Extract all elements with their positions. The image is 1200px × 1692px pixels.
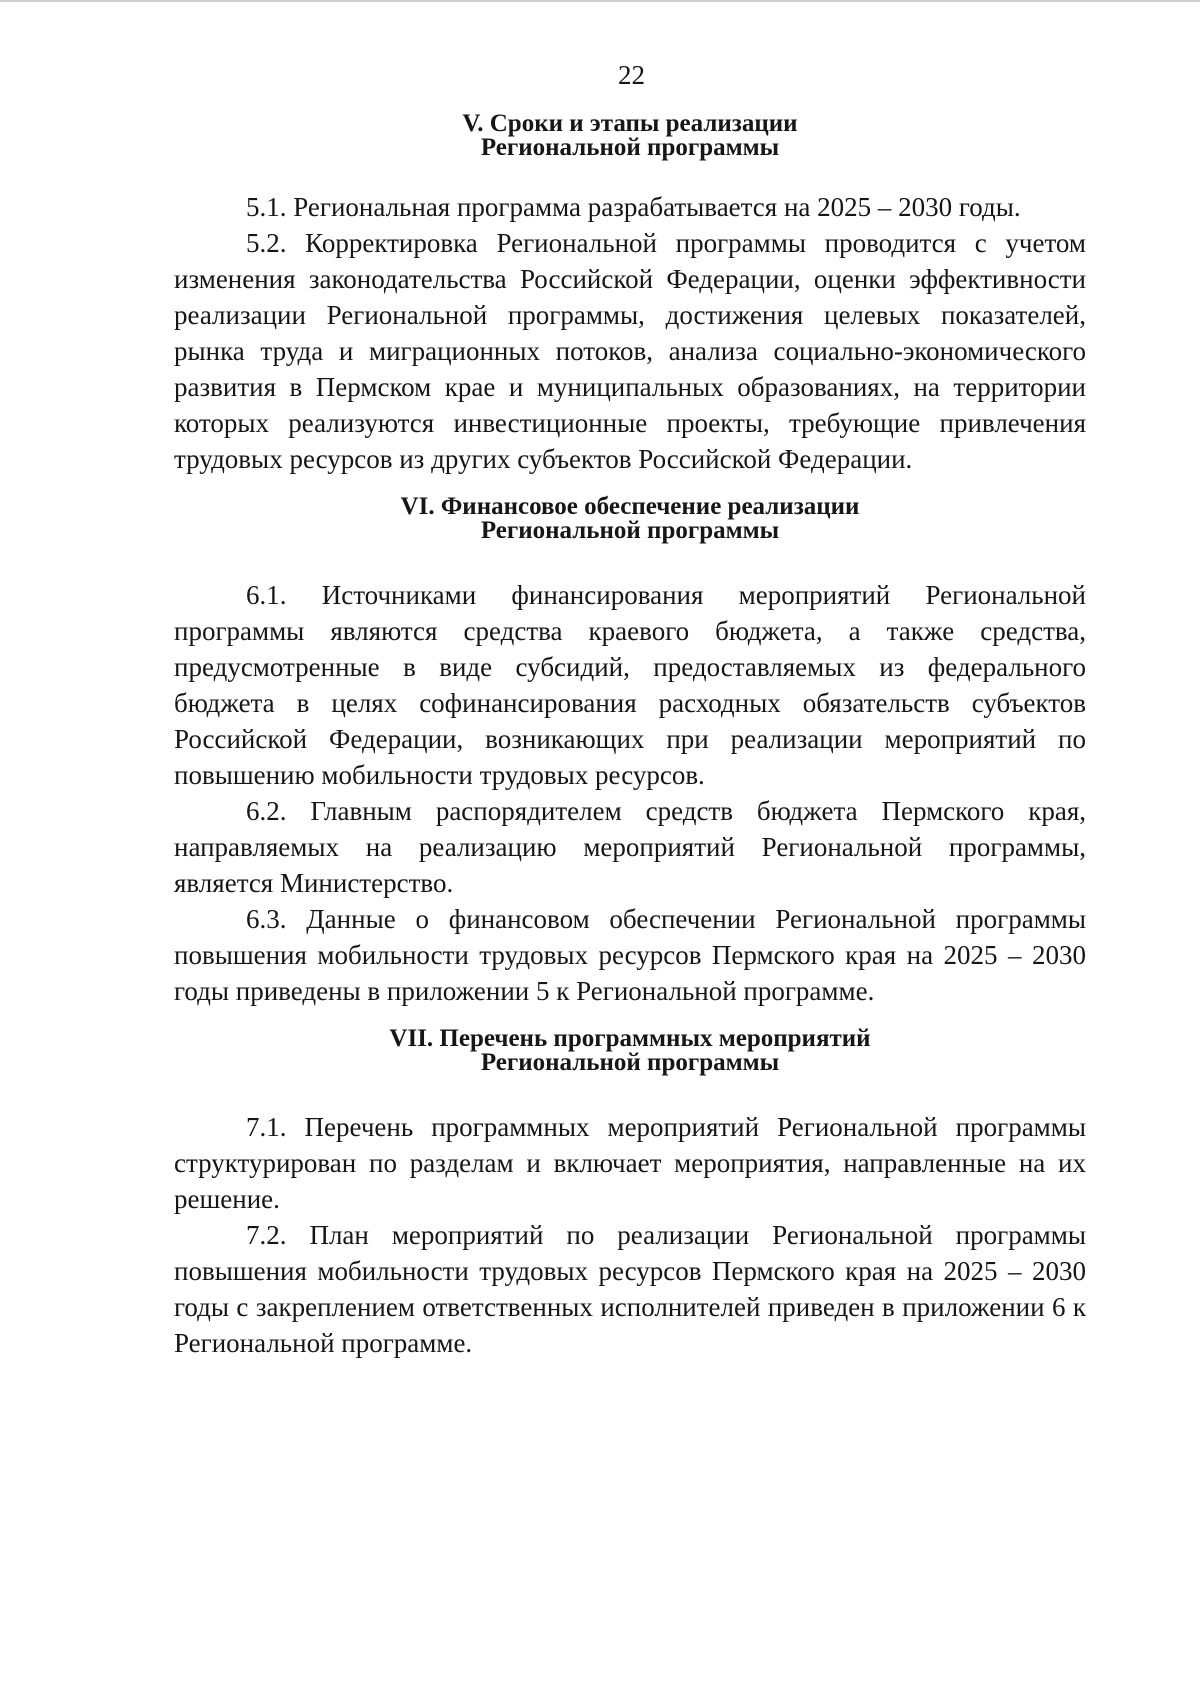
section-heading [174, 112, 1086, 160]
section-heading-line-2: Региональной программы [480, 1049, 780, 1076]
section-heading-line-1: V. Сроки и этапы реализации [462, 110, 798, 137]
paragraph-6-1: 6.1. Источниками финансирования мероприятий Региональной программы являются средства краевого бюджета, а также средства, предусмотренные в виде субсидий, предоставляемых из федерального бюджета в целях софинансирования расходных обязательств субъектов Российской Федерации, возникающих при реализации мероприятий по повышению мобильности трудовых ресурсов. [174, 580, 1086, 790]
section-heading-line-2: Региональной программы [480, 517, 780, 544]
scan-top-edge [0, 0, 1200, 2]
section-heading-line-2: Региональной программы [480, 134, 780, 161]
paragraph-6-2: 6.2. Главным распорядителем средств бюджета Пермского края, направляемых на реализацию мероприятий Региональной программы, является Министерство. [174, 796, 1086, 898]
paragraph-5-1: 5.1. Региональная программа разрабатывается на 2025 – 2030 годы. [246, 192, 1021, 222]
section-heading-line-1: VI. Финансовое обеспечение реализации [400, 493, 860, 520]
section-5-terms [174, 112, 1086, 477]
paragraph-7-2: 7.2. План мероприятий по реализации Региональной программы повышения мобильности трудовых ресурсов Пермского края на 2025 – 2030 годы с закреплением ответственных исполнителей приведен в приложении 6 к Региональной программе. [174, 1220, 1086, 1358]
section-heading [174, 495, 1086, 543]
paragraph-5-2: 5.2. Корректировка Региональной программы проводится с учетом изменения законодательства Российской Федерации, оценки эффективности реализации Региональной программы, достижения целевых показателей, рынка труда и миграционных потоков, анализа социально-экономического развития в Пермском крае и муниципальных образованиях, на территории которых реализуются инвестиционные проекты, требующие привлечения трудовых ресурсов из других субъектов Российской Федерации. [174, 228, 1086, 474]
section-7-activities [174, 1027, 1086, 1361]
section-heading-line-1: VII. Перечень программных мероприятий [389, 1025, 871, 1052]
document-body [174, 112, 1086, 1361]
paragraph-6-3: 6.3. Данные о финансовом обеспечении Региональной программы повышения мобильности трудовых ресурсов Пермского края на 2025 – 2030 годы приведены в приложении 5 к Региональной программе. [174, 904, 1086, 1006]
section-heading [174, 1027, 1086, 1075]
page-number: 22 [618, 60, 645, 90]
paragraph-7-1: 7.1. Перечень программных мероприятий Региональной программы структурирован по разделам и включает мероприятия, направленные на их решение. [174, 1112, 1086, 1214]
section-6-financing [174, 495, 1086, 1009]
